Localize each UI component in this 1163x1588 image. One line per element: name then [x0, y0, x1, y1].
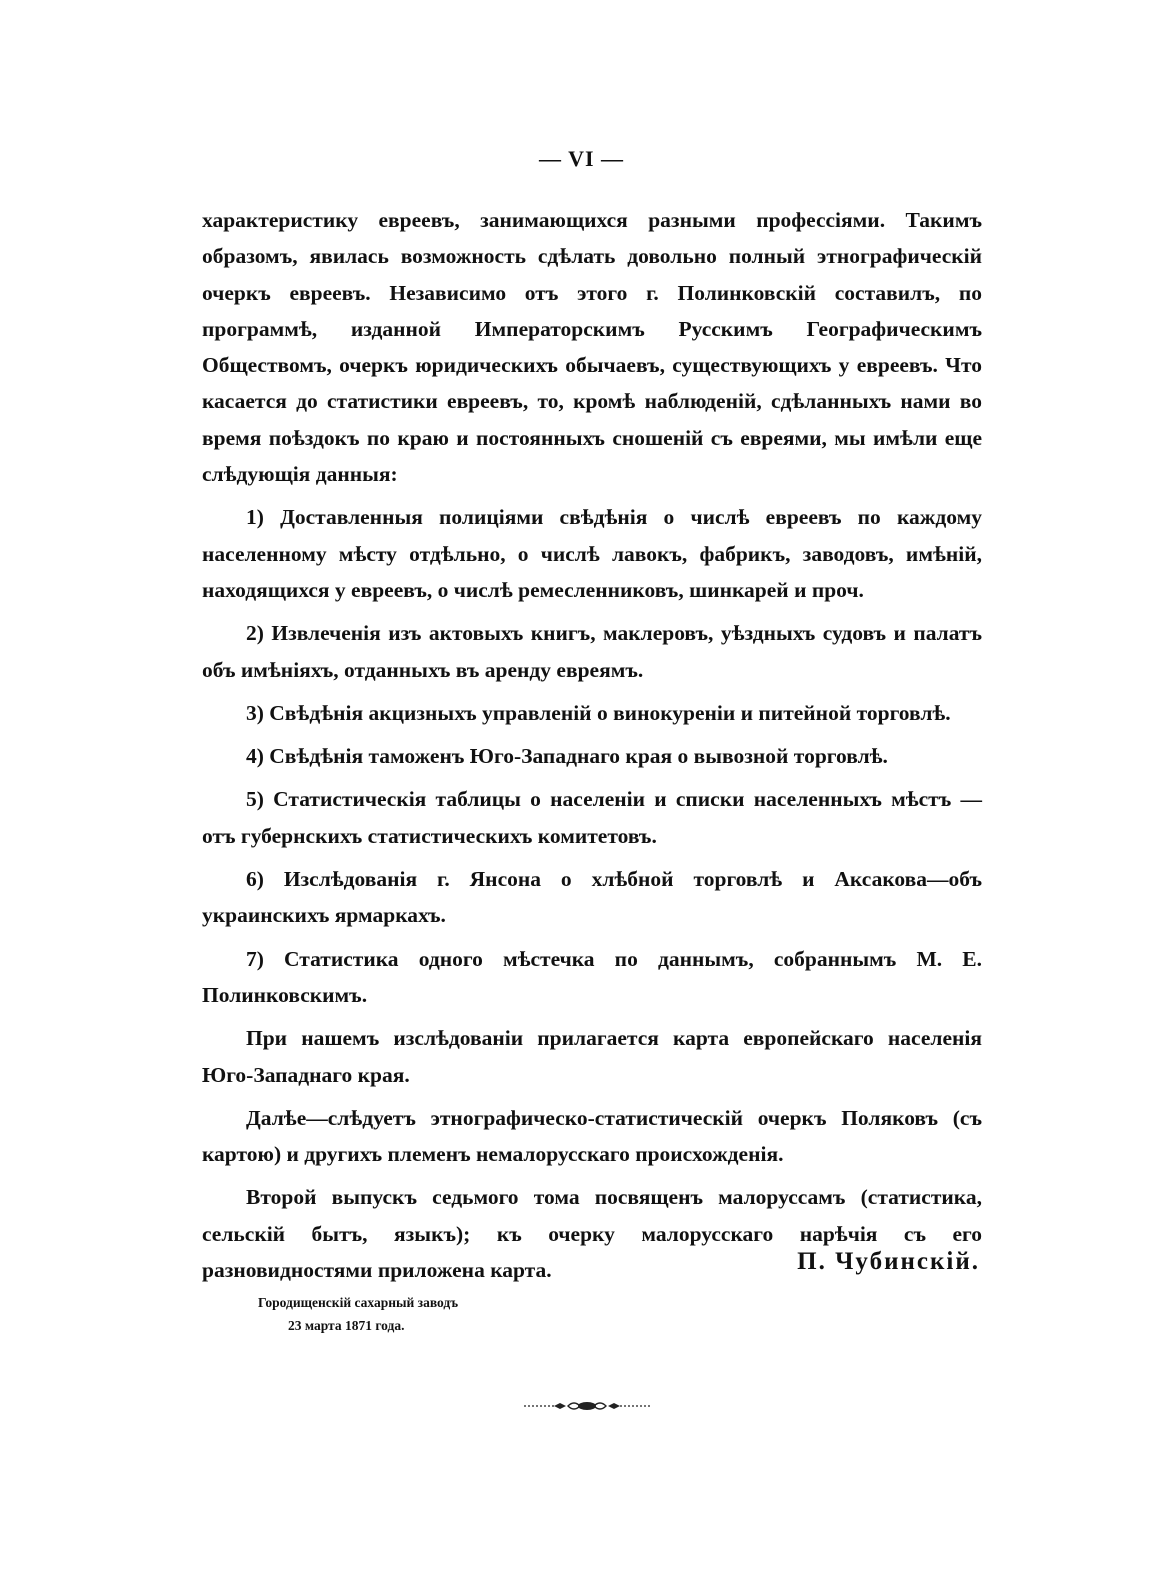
list-item-1: 1) Доставленныя полиціями свѣдѣнія о числѣ евреевъ по каждому населенному мѣсту отдѣльно, о числѣ лавокъ, фабрикъ, заводовъ, имѣній, находящихся у евреевъ, о числѣ ремесленниковъ, шинкарей и проч. [202, 505, 982, 602]
body-text [202, 202, 982, 1295]
tailpiece-ornament-icon [524, 1396, 650, 1416]
dateline-date: 23 марта 1871 года. [288, 1318, 405, 1333]
list-item-2: 2) Извлеченія изъ актовыхъ книгъ, маклеровъ, уѣздныхъ судовъ и палатъ объ имѣніяхъ, отданныхъ въ аренду евреямъ. [202, 621, 982, 682]
paragraph-intro: характеристику евреевъ, занимающихся разными профессіями. Такимъ образомъ, явилась возможность сдѣлать довольно полный этнографическій очеркъ евреевъ. Независимо отъ этого г. Полинковскій составилъ, по программѣ, изданной Императорскимъ Русскимъ Географическимъ Обществомъ, очеркъ юридическихъ обычаевъ, существующихъ у евреевъ. Что касается до статистики евреевъ, то, кромѣ наблюденій, сдѣланныхъ нами во время поѣздокъ по краю и постоянныхъ сношеній съ евреями, мы имѣли еще слѣдующія данныя: [202, 208, 982, 487]
paragraph-map: При нашемъ изслѣдованіи прилагается карта европейскаго населенія Юго-Западнаго края. [202, 1026, 982, 1087]
list-item-4: 4) Свѣдѣнія таможенъ Юго-Западнаго края о вывозной торговлѣ. [246, 744, 888, 769]
paragraph-poles: Далѣе—слѣдуетъ этнографическо-статистическій очеркъ Поляковъ (съ картою) и другихъ племенъ немалорусскаго происхожденія. [202, 1105, 982, 1167]
list-item-3: 3) Свѣдѣнія акцизныхъ управленій о винокуреніи и питейной торговлѣ. [246, 700, 951, 725]
paragraph-second-issue: Второй выпускъ седьмого тома посвященъ малоруссамъ (статистика, сельскій бытъ, языкъ); къ очерку малорусскаго нарѣчія съ его разновидностями приложена карта. [202, 1185, 982, 1283]
page-number: — VI — [538, 146, 625, 171]
list-item-5: 5) Статистическія таблицы о населеніи и списки населенныхъ мѣстъ — отъ губернскихъ статистическихъ комитетовъ. [202, 787, 982, 848]
list-item-7: 7) Статистика одного мѣстечка по даннымъ, собраннымъ М. Е. Полинковскимъ. [202, 946, 982, 1007]
list-item-6: 6) Изслѣдованія г. Янсона о хлѣбной торговлѣ и Аксакова—объ украинскихъ ярмаркахъ. [202, 867, 982, 928]
author-signature: П. Чубинскій. [797, 1248, 980, 1275]
dateline-place: Городищенскій сахарный заводъ [258, 1295, 459, 1310]
